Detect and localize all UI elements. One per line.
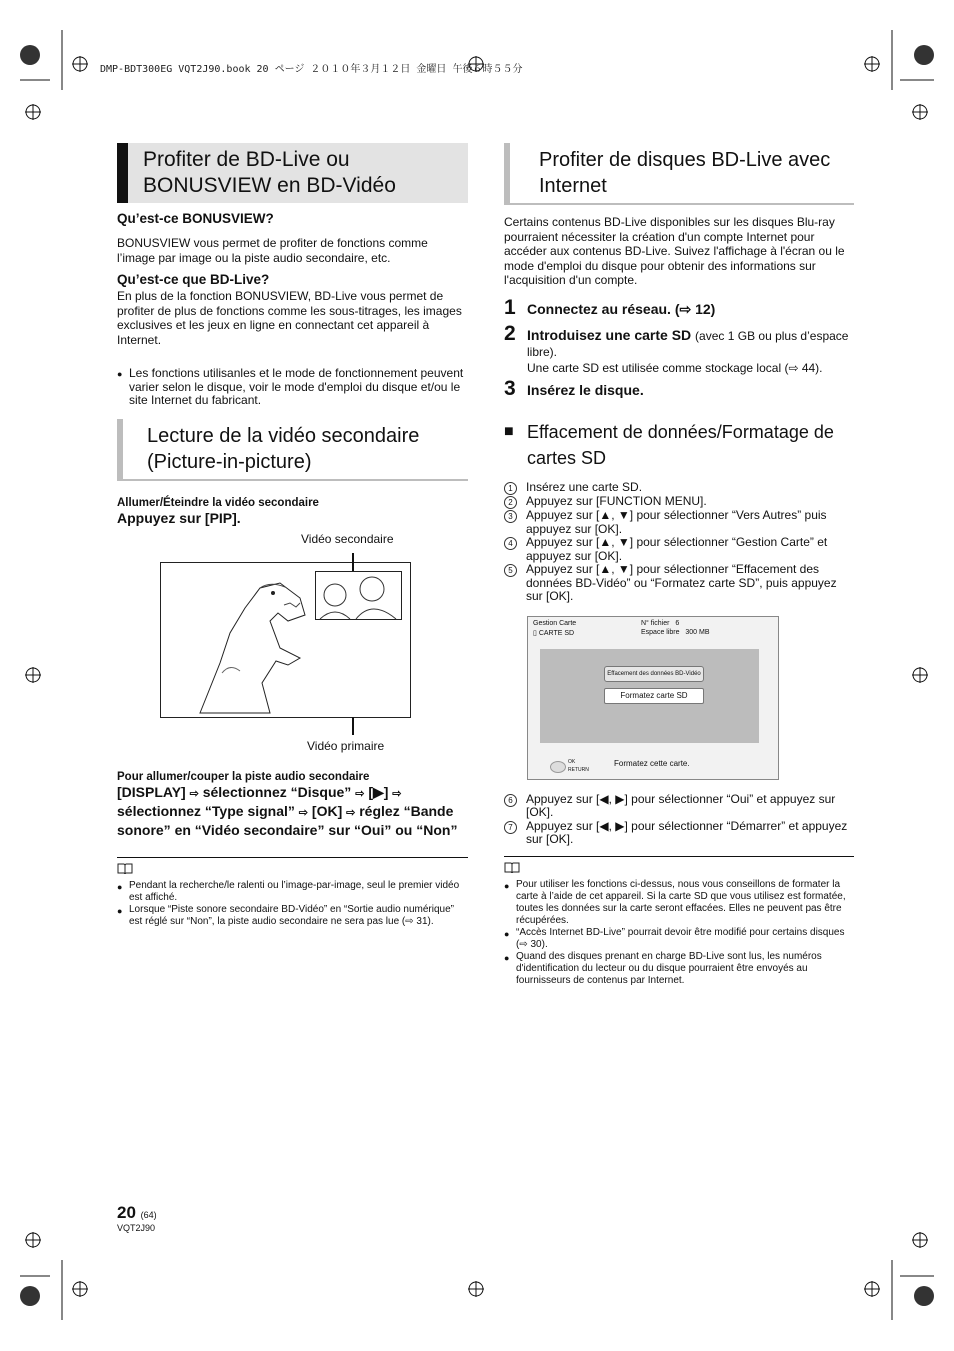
list-item: 1 Insérez une carte SD. bbox=[504, 481, 854, 495]
pip-action: Appuyez sur [PIP]. bbox=[117, 509, 241, 526]
ok-label: OK bbox=[568, 758, 576, 765]
screen-title: Gestion Carte bbox=[533, 619, 577, 627]
procedure-list-2 bbox=[504, 793, 854, 847]
note-box bbox=[117, 857, 468, 928]
bullet-item: ● Les fonctions utilisanles et le mode de fonctionnement peuvent varier selon le disque, voir le mode d'emploi du disque et/ou le site Internet du fabricant. bbox=[117, 366, 464, 407]
free-space: Espace libre 300 MB bbox=[641, 628, 710, 636]
note-item: ● Pour utiliser les fonctions ci-dessus, nous vous conseillons de formater la carte à l’aide de cet appareil. Si la carte SD que vous utilisez est formatée, toutes les données sur la carte seront effacées. Elles ne peuvent pas être récupérées. bbox=[504, 878, 846, 926]
tv-screen-illustration bbox=[160, 553, 411, 719]
arrow-right-icon: ⇨ bbox=[298, 806, 309, 819]
bullet-icon: ● bbox=[504, 952, 510, 963]
bullet-icon: ● bbox=[117, 881, 123, 892]
sd-card-icon: ▯ bbox=[533, 629, 537, 637]
list-item: 3 Appuyez sur [▲, ▼] pour sélectionner “Vers Autres” puis appuyez sur [OK]. bbox=[504, 509, 854, 536]
bullet-icon: ● bbox=[117, 369, 123, 379]
note-item: ● Pendant la recherche/le ralenti ou l’image-par-image, seul le premier vidéo est affiché. bbox=[117, 879, 460, 903]
label-secondary-video: Vidéo secondaire bbox=[301, 531, 394, 546]
format-sd-button[interactable]: Formatez carte SD bbox=[604, 688, 704, 704]
print-header: DMP-BDT300EG VQT2J90.book 20 ページ ２０１０年３月１２日 金曜日 午後６時５５分 bbox=[100, 64, 523, 75]
step-2: 2 Introduisez une carte SD (avec 1 GB ou plus d’espace libre). bbox=[504, 321, 849, 359]
step-2-note: Une carte SD est utilisée comme stockage local (⇨ 44). bbox=[527, 360, 823, 375]
step-1: 1 Connectez au réseau. (⇨ 12) bbox=[504, 295, 716, 319]
square-bullet-icon: ■ bbox=[504, 423, 514, 440]
return-label: RETURN bbox=[568, 766, 589, 773]
bullet-icon: ● bbox=[504, 928, 510, 939]
card-management-screen bbox=[527, 616, 779, 780]
list-item: 6 Appuyez sur [◀, ▶] pour sélectionner “Oui” et appuyez sur [OK]. bbox=[504, 793, 854, 820]
note-item: ● Quand des disques prenant en charge BD-Live sont lus, les numéros d'identification du lecteur ou du disque pourraient être envoyés au fournisseurs de contenus par Internet. bbox=[504, 950, 822, 986]
note-book-icon bbox=[504, 861, 520, 873]
intro-text: Certains contenus BD-Live disponibles sur les disques Blu-ray pourraient nécessiter la création d'un compte Internet pour accéder aux contenus BD-Live. Suivez l'affichage à l'écran ou le mode d'emploi du disque pour obtenir des informations sur l'acquisition d'un compte. bbox=[504, 215, 845, 287]
procedure-list bbox=[504, 481, 854, 604]
dialog-area bbox=[540, 649, 759, 743]
step-3: 3 Insérez le disque. bbox=[504, 377, 644, 400]
bullet-icon: ● bbox=[117, 905, 123, 916]
bonusview-text: BONUSVIEW vous permet de profiter de fonctions comme l’image par image ou la piste audio secondaire, etc. bbox=[117, 236, 428, 265]
note-box bbox=[504, 856, 854, 987]
left-column bbox=[117, 143, 468, 928]
list-item: 4 Appuyez sur [▲, ▼] pour sélectionner “Gestion Carte” et appuyez sur [OK]. bbox=[504, 536, 854, 563]
list-item: 2 Appuyez sur [FUNCTION MENU]. bbox=[504, 495, 854, 509]
page-number: 20 (64) bbox=[117, 1203, 157, 1222]
ok-return-icon bbox=[550, 761, 566, 773]
right-column bbox=[504, 143, 854, 987]
bdlive-text: En plus de la fonction BONUSVIEW, BD-Live vous permet de profiter de plus de fonctions comme les sous-titrages, les images exclusives et les jeux en ligne en connectant cet appareil à Internet. bbox=[117, 289, 462, 347]
arrow-right-icon: ⇨ bbox=[355, 787, 365, 800]
files-count: N° fichier 6 bbox=[641, 619, 680, 627]
screen-card: ▯ CARTE SD bbox=[533, 629, 575, 637]
arrow-right-icon: ⇨ bbox=[346, 806, 356, 819]
label-primary-video: Vidéo primaire bbox=[307, 738, 385, 753]
pip-label: Allumer/Éteindre la vidéo secondaire bbox=[117, 496, 319, 509]
model-code: VQT2J90 bbox=[117, 1223, 156, 1233]
bullet-icon: ● bbox=[504, 880, 510, 891]
note-item: ● Lorsque “Piste sonore secondaire BD-Vidéo” en “Sortie audio numérique” est réglé sur “Non”, la piste audio secondaire ne sera pas lue (⇨ 31). bbox=[117, 903, 454, 927]
note-book-icon bbox=[117, 862, 133, 874]
note-item: ● “Accès Internet BD-Live” pourrait devoir être modifié pour certains disques (⇨ 30). bbox=[504, 926, 845, 950]
screen-hint: Formatez cette carte. bbox=[614, 758, 690, 768]
pip-illustration bbox=[117, 527, 468, 759]
audio-instructions: [DISPLAY] ⇨ sélectionnez “Disque” ⇨ [▶] ⇨ sélectionnez “Type signal” ⇨ [OK] ⇨ réglez “Bande sonore” en “Vidéo secondaire” sur “Oui” ou “Non” bbox=[117, 783, 458, 838]
section-title-pip: Lecture de la vidéo secondaire (Picture-in-picture) bbox=[117, 419, 468, 481]
erase-bd-video-button[interactable]: Effacement des données BD-Vidéo bbox=[604, 666, 704, 682]
list-item: 7 Appuyez sur [◀, ▶] pour sélectionner “Démarrer” et appuyez sur [OK]. bbox=[504, 820, 854, 847]
section-title: Profiter de BD-Live ou BONUSVIEW en BD-Vidéo bbox=[117, 143, 468, 203]
question-bdlive: Qu’est-ce que BD-Live? bbox=[117, 272, 270, 287]
pointer-line bbox=[351, 717, 355, 735]
arrow-right-icon: ⇨ bbox=[189, 787, 199, 800]
list-item: 5 Appuyez sur [▲, ▼] pour sélectionner “Effacement des données BD-Vidéo” ou “Formatez carte SD”, puis appuyez sur [OK]. bbox=[504, 563, 854, 604]
arrow-right-icon: ⇨ bbox=[392, 787, 402, 800]
section-title-bdlive-internet: Profiter de disques BD-Live avec Internet bbox=[504, 143, 854, 205]
audio-label: Pour allumer/couper la piste audio secondaire bbox=[117, 770, 370, 783]
subsection-title: ■ Effacement de données/Formatage de cartes SD bbox=[504, 419, 854, 471]
question-bonusview: Qu’est-ce BONUSVIEW? bbox=[117, 211, 274, 226]
